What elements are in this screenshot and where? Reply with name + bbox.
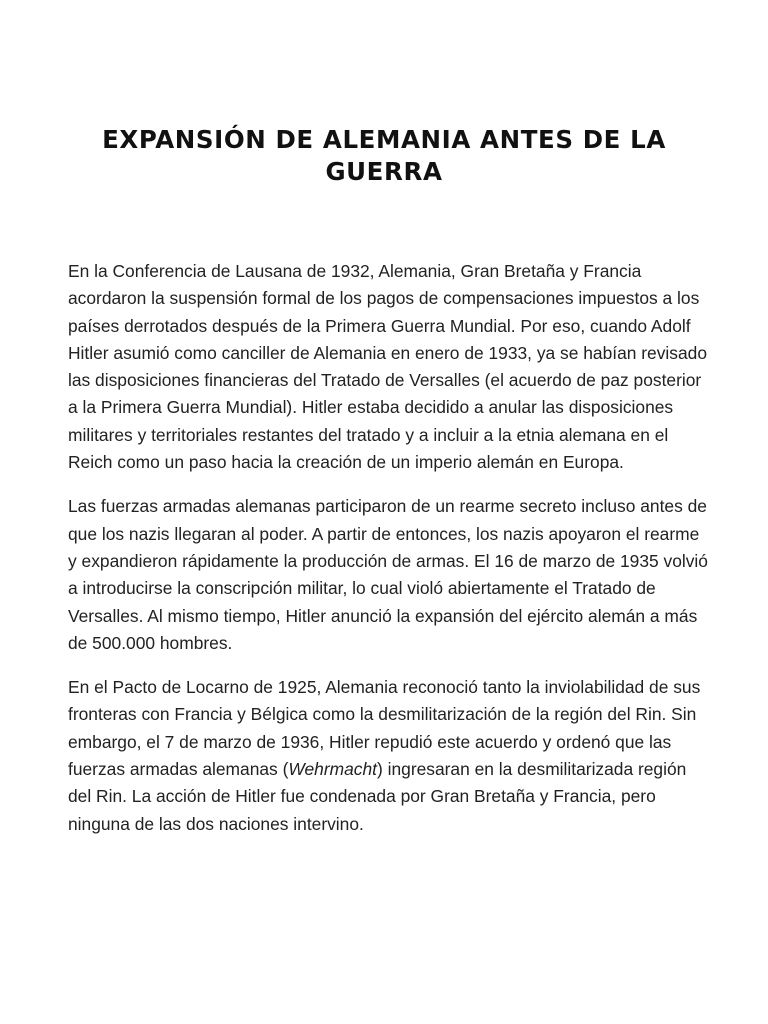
paragraph-3 bbox=[68, 674, 708, 838]
document-body bbox=[68, 258, 708, 855]
paragraph-2: Las fuerzas armadas alemanas participaron de un rearme secreto incluso antes de que los nazis llegaran al poder. A partir de entonces, los nazis apoyaron el rearme y expandieron rápidamente la producción de armas. El 16 de marzo de 1935 volvió a introducirse la conscripción militar, lo cual violó abiertamente el Tratado de Versalles. Al mismo tiempo, Hitler anunció la expansión del ejército alemán a más de 500.000 hombres. bbox=[68, 496, 708, 653]
paragraph-3-text-before: En el Pacto de Locarno de 1925, Alemania reconoció tanto la inviolabilidad de sus fronteras con Francia y Bélgica como la desmilitarización de la región del Rin. Sin embargo, el 7 de marzo de 1936, Hitler repudió este acuerdo y ordenó que las fuerzas armadas alemanas ( bbox=[68, 677, 701, 780]
document-title: EXPANSIÓN DE ALEMANIA ANTES DE LA GUERRA bbox=[102, 125, 666, 186]
paragraph-3-italic-term: Wehrmacht bbox=[288, 759, 377, 780]
paragraph-3-text-after: ) ingresaran en la desmilitarizada región del Rin. La acción de Hitler fue condenada por Gran Bretaña y Francia, pero ninguna de las dos naciones intervino. bbox=[68, 759, 687, 834]
paragraph-1: En la Conferencia de Lausana de 1932, Alemania, Gran Bretaña y Francia acordaron la suspensión formal de los pagos de compensaciones impuestos a los países derrotados después de la Primera Guerra Mundial. Por eso, cuando Adolf Hitler asumió como canciller de Alemania en enero de 1933, ya se habían revisado las disposiciones financieras del Tratado de Versalles (el acuerdo de paz posterior a la Primera Guerra Mundial). Hitler estaba decidido a anular las disposiciones militares y territoriales restantes del tratado y a incluir a la etnia alemana en el Reich como un paso hacia la creación de un imperio alemán en Europa. bbox=[68, 261, 707, 473]
